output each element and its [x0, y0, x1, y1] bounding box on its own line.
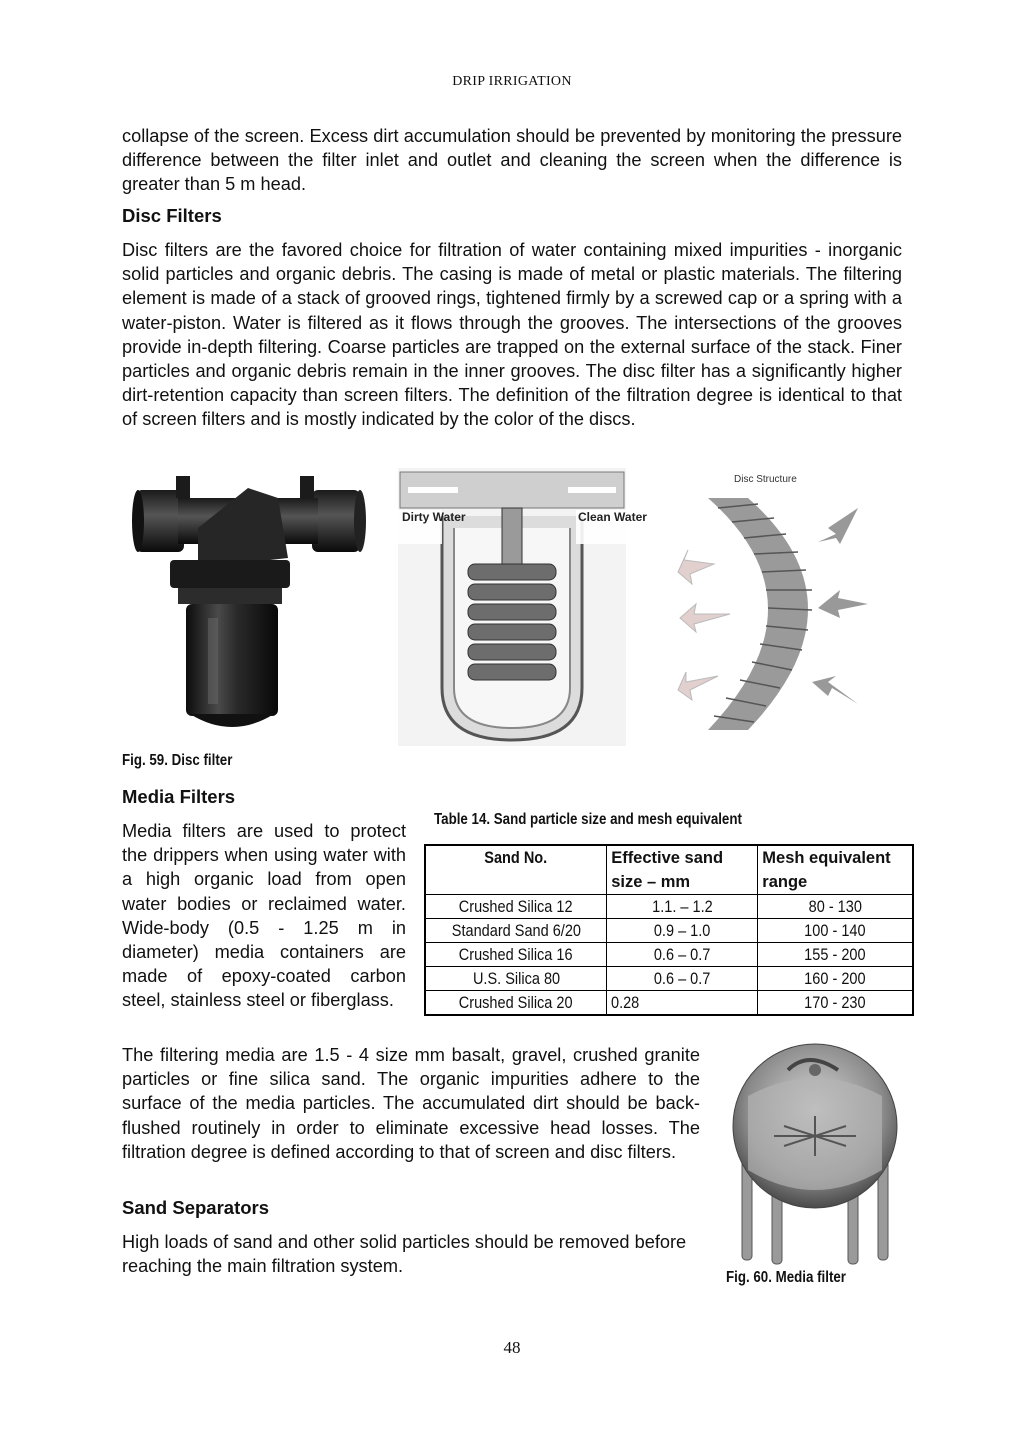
running-header: DRIP IRRIGATION: [452, 74, 572, 89]
dirty-water-label: Dirty Water: [402, 510, 466, 524]
table-cell: Crushed Silica 16: [425, 943, 607, 967]
disc-structure-label: Disc Structure: [734, 474, 797, 485]
table-cell: 160 - 200: [758, 967, 913, 991]
intro-paragraph: collapse of the screen. Excess dirt accumulation should be prevented by monitoring the pressure difference between the filter inlet and outlet and cleaning the screen when the difference is greater than 5 m head.: [122, 126, 902, 195]
table-row: [425, 943, 913, 967]
table-cell: Crushed Silica 20: [425, 991, 607, 1016]
table-header-cell: Sand No.: [425, 845, 607, 895]
table-cell: Standard Sand 6/20: [425, 919, 607, 943]
table-cell: 0.28: [607, 991, 758, 1016]
disc-filter-photo: [128, 468, 378, 740]
table-cell: Crushed Silica 12: [425, 895, 607, 919]
table-cell: 0.6 – 0.7: [607, 943, 758, 967]
disc-filters-paragraph: Disc filters are the favored choice for filtration of water containing mixed impurities - inorganic solid particles and organic debris. The casing is made of metal or plastic materials. The filtering element is made of a stack of grooved rings, tightened firmly by a screwed cap or a spring with a water-piston. Water is filtered as it flows through the grooves. The intersections of the grooves provide in-depth filtering. Coarse particles are trapped on the external surface of the stack. Finer particles and organic debris remain in the inner grooves. The disc filter has a significantly higher dirt-retention capacity than screen filters. The definition of the filtration degree is identical to that of screen filters and is mostly indicated by the color of the discs.: [122, 240, 902, 430]
table-row: [425, 895, 913, 919]
table-cell: U.S. Silica 80: [425, 967, 607, 991]
table-header-cell: Mesh equivalent range: [758, 845, 913, 895]
table-row: [425, 967, 913, 991]
page-number: 48: [503, 1338, 521, 1357]
table-cell: 80 - 130: [758, 895, 913, 919]
media-filter-illustration: [728, 1040, 902, 1266]
table-cell: 170 - 230: [758, 991, 913, 1016]
table-cell: 0.6 – 0.7: [607, 967, 758, 991]
figure-60-caption: Fig. 60. Media filter: [726, 1269, 846, 1286]
media-filters-paragraph-1: Media filters are used to protect the drippers when using water with a high organic load from open water bodies or reclaimed water. Wide-body (0.5 - 1.25 m in diameter) media containers are made of epoxy-coated carbon steel, stainless steel or fiberglass.: [122, 821, 406, 1011]
media-filters-heading: Media Filters: [122, 786, 236, 807]
table-cell: 155 - 200: [758, 943, 913, 967]
table-row: [425, 919, 913, 943]
table-header-cell: Effective sand size – mm: [607, 845, 758, 895]
sand-particle-table: [424, 844, 914, 1016]
table-row: [425, 991, 913, 1016]
disc-filters-heading: Disc Filters: [122, 205, 222, 226]
table-cell: 1.1. – 1.2: [607, 895, 758, 919]
table-14-title: Table 14. Sand particle size and mesh equivalent: [434, 811, 742, 828]
disc-structure-diagram: [678, 468, 888, 740]
table-header-row: [425, 845, 913, 895]
table-cell: 0.9 – 1.0: [607, 919, 758, 943]
sand-separators-paragraph: High loads of sand and other solid particles should be removed before reaching the main filtration system.: [122, 1232, 687, 1277]
table-cell: 100 - 140: [758, 919, 913, 943]
disc-filter-diagram: [398, 468, 647, 746]
figure-59-caption: Fig. 59. Disc filter: [122, 752, 233, 769]
clean-water-label: Clean Water: [578, 510, 647, 524]
sand-separators-heading: Sand Separators: [122, 1197, 270, 1218]
media-filters-paragraph-2: The filtering media are 1.5 - 4 size mm basalt, gravel, crushed granite particles or fine silica sand. The organic impurities adhere to the surface of the media particles. The accumulated dirt should be back-flushed routinely in order to eliminate excessive head losses. The filtration degree is defined according to that of screen and disc filters.: [122, 1045, 700, 1162]
